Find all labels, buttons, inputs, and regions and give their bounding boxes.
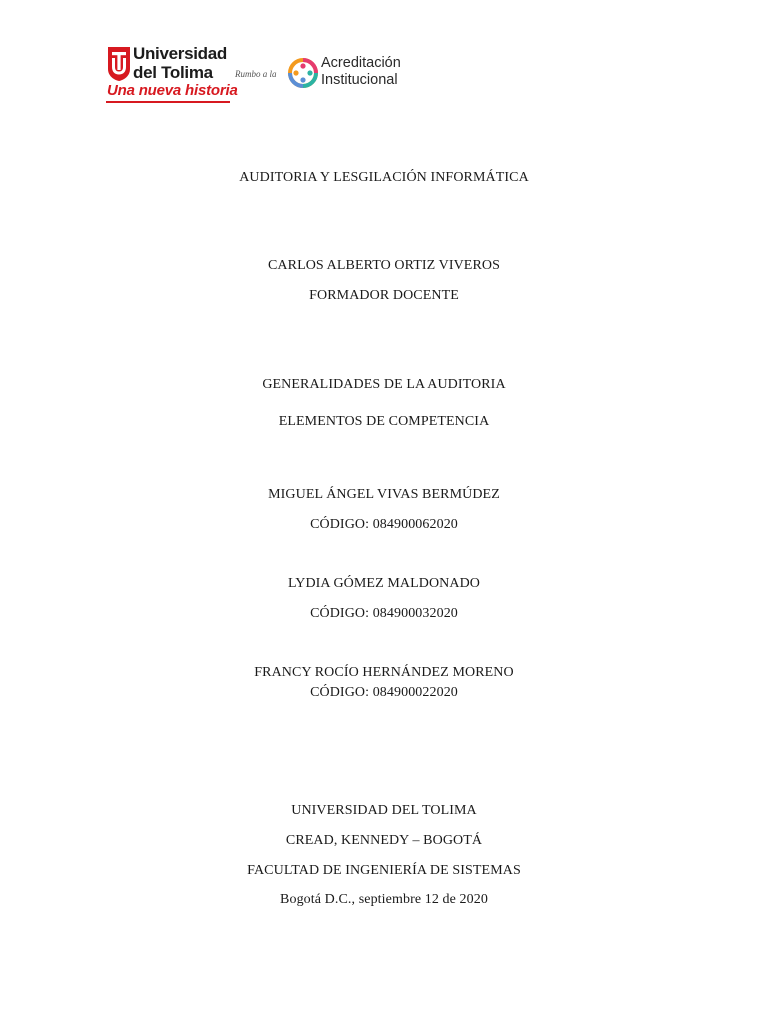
faculty-name: FACULTAD DE INGENIERÍA DE SISTEMAS	[247, 863, 521, 878]
student-name: LYDIA GÓMEZ MALDONADO	[287, 576, 481, 591]
subtopic-title: ELEMENTOS DE COMPETENCIA	[278, 414, 490, 429]
center-name: CREAD, KENNEDY – BOGOTÁ	[285, 833, 483, 848]
document-header	[106, 44, 426, 106]
student-code: CÓDIGO: 084900032020	[310, 606, 458, 621]
topic-title: GENERALIDADES DE LA AUDITORIA	[262, 377, 506, 392]
university-name-line2: del Tolima	[133, 63, 213, 82]
place-and-date: Bogotá D.C., septiembre 12 de 2020	[280, 892, 488, 907]
tagline-underline	[106, 101, 230, 103]
student-code: CÓDIGO: 084900062020	[310, 517, 458, 532]
teacher-name: CARLOS ALBERTO ORTIZ VIVEROS	[267, 258, 500, 273]
accreditation-icon	[287, 57, 319, 89]
student-name: FRANCY ROCÍO HERNÁNDEZ MORENO	[254, 665, 514, 680]
course-title: AUDITORIA Y LESGILACIÓN INFORMÁTICA	[239, 170, 529, 185]
universidad-del-tolima-logo	[106, 44, 238, 104]
rumbo-text: Rumbo a la	[235, 69, 277, 79]
university-tagline: Una nueva historia	[107, 82, 238, 99]
student-name: MIGUEL ÁNGEL VIVAS BERMÚDEZ	[268, 487, 500, 502]
ut-shield-icon	[108, 47, 130, 81]
teacher-role: FORMADOR DOCENTE	[309, 288, 459, 303]
accreditation-line2: Institucional	[321, 72, 398, 88]
university-name-line1: Universidad	[133, 44, 228, 63]
student-code: CÓDIGO: 084900022020	[310, 685, 458, 700]
accreditation-line1: Acreditación	[321, 55, 401, 71]
institution-name: UNIVERSIDAD DEL TOLIMA	[291, 803, 477, 818]
